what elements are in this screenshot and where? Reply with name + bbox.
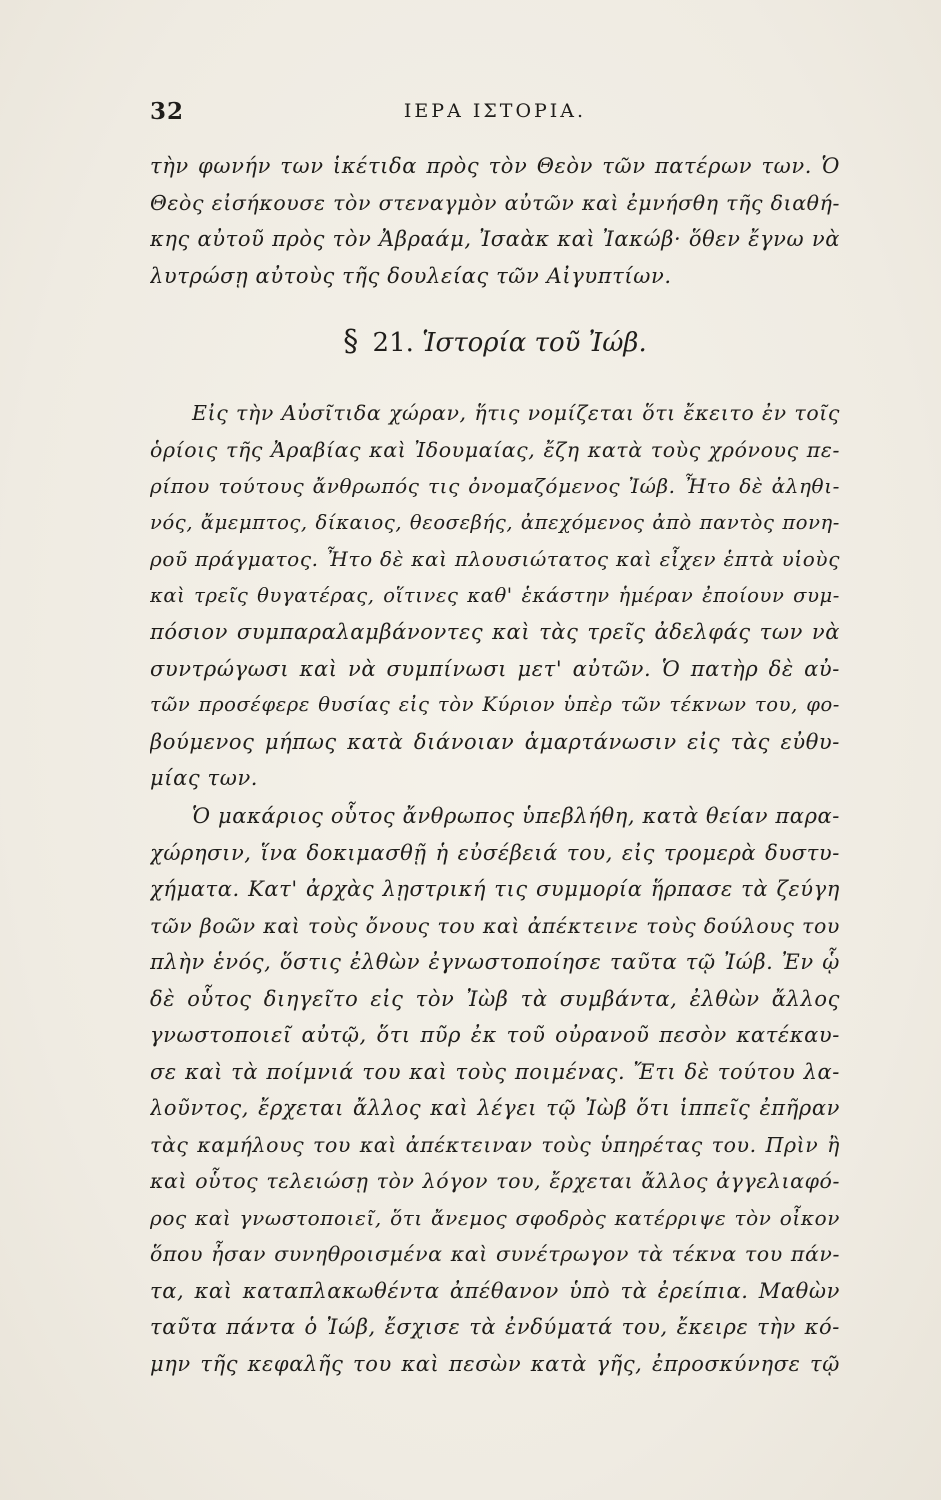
paragraph-1 [150,395,840,797]
text-line: χώρησιν, ἵνα δοκιμασθῇ ἡ εὐσέβειά του, εἰς τρομερὰ δυστυ- [150,840,840,865]
text-line: τῶν προσέφερε θυσίας εἰς τὸν Κύριον ὑπὲρ τῶν τέκνων του, φο- [150,693,840,716]
text-line: ρος καὶ γνωστοποιεῖ, ὅτι ἄνεμος σφοδρὸς κατέρριψε τὸν οἶκον [150,1205,840,1230]
text-line: σε καὶ τὰ ποίμνιά του καὶ τοὺς ποιμένας. Ἔτι δὲ τούτου λα- [150,1059,840,1084]
intro-paragraph [150,148,840,294]
text-line: πλὴν ἑνός, ὅστις ἐλθὼν ἐγνωστοποίησε ταῦτα τῷ Ἰώβ. Ἐν ᾧ [150,950,840,974]
section-sign: § [343,324,359,359]
text-line: γνωστοποιεῖ αὐτῷ, ὅτι πῦρ ἐκ τοῦ οὐρανοῦ πεσὸν κατέκαυ- [150,1023,840,1047]
text-line: καὶ τρεῖς θυγατέρας, οἵτινες καθ' ἑκάστην ἡμέραν ἐποίουν συμ- [150,583,840,607]
section-title: Ἱστορία τοῦ Ἰώβ. [422,328,647,358]
page-header [150,98,840,128]
text-line: λυτρώσῃ αὐτοὺς τῆς δουλείας τῶν Αἰγυπτίων. [150,263,672,288]
text-line: χήματα. Κατ' ἀρχὰς λῃστρική τις συμμορία ἥρπασε τὰ ζεύγη [150,877,840,901]
text-line: ὁρίοις τῆς Ἀραβίας καὶ Ἰδουμαίας, ἔζη κατὰ τοὺς χρόνους πε- [150,437,840,462]
text-line: νός, ἄμεμπτος, δίκαιος, θεοσεβής, ἀπεχόμενος ἀπὸ παντὸς πονη- [150,510,840,534]
text-line: λοῦντος, ἔρχεται ἄλλος καὶ λέγει τῷ Ἰὼβ ὅτι ἱππεῖς ἐπῆραν [150,1096,840,1120]
text-line: Εἰς τὴν Αὐσῖτιδα χώραν, ἥτις νομίζεται ὅτι ἔκειτο ἐν τοῖς [192,401,840,425]
text-line: τὰς καμήλους του καὶ ἀπέκτειναν τοὺς ὑπηρέτας του. Πρὶν ἢ [150,1132,840,1157]
section-heading [150,322,840,362]
text-line: πόσιον συμπαραλαμβάνοντες καὶ τὰς τρεῖς ἀδελφάς των νὰ [150,620,840,644]
text-line: συντρώγωσι καὶ νὰ συμπίνωσι μετ' αὐτῶν. Ὁ πατὴρ δὲ αὐ- [150,656,840,681]
text-line: ροῦ πράγματος. Ἦτο δὲ καὶ πλουσιώτατος καὶ εἶχεν ἑπτὰ υἱοὺς [150,547,840,571]
text-line: μίας των. [150,766,259,790]
page-number: 32 [150,98,185,125]
text-line: τῶν βοῶν καὶ τοὺς ὄνους του καὶ ἀπέκτεινε τοὺς δούλους του [150,913,840,938]
text-line: κης αὐτοῦ πρὸς τὸν Ἀβραάμ, Ἰσαὰκ καὶ Ἰακώβ· ὅθεν ἔγνω νὰ [150,227,840,251]
text-line: δὲ οὗτος διηγεῖτο εἰς τὸν Ἰὼβ τὰ συμβάντα, ἐλθὼν ἄλλος [150,986,840,1011]
text-line: Θεὸς εἰσήκουσε τὸν στεναγμὸν αὐτῶν καὶ ἐμνήσθη τῆς διαθή- [150,190,840,215]
text-line: ρίπου τούτους ἄνθρωπός τις ὀνομαζόμενος Ἰώβ. Ἦτο δὲ ἀληθι- [150,474,840,498]
text-line: Ὁ μακάριος οὗτος ἄνθρωπος ὑπεβλήθη, κατὰ θείαν παρα- [192,804,840,828]
text-line: ὅπου ἦσαν συνηθροισμένα καὶ συνέτρωγον τὰ τέκνα του πάν- [150,1242,840,1266]
text-line: τὴν φωνήν των ἱκέτιδα πρὸς τὸν Θεὸν τῶν πατέρων των. Ὁ [150,154,840,178]
text-line: ταῦτα πάντα ὁ Ἰώβ, ἔσχισε τὰ ἐνδύματά του, ἔκειρε τὴν κό- [150,1315,840,1339]
section-number: 21. [372,328,414,358]
text-line: τα, καὶ καταπλακωθέντα ἀπέθανον ὑπὸ τὰ ἐρείπια. Μαθὼν [150,1278,840,1303]
paragraph-2 [150,798,840,1382]
text-line: μην τῆς κεφαλῆς του καὶ πεσὼν κατὰ γῆς, ἐπροσκύνησε τῷ [150,1351,840,1376]
text-line: βούμενος μήπως κατὰ διάνοιαν ἁμαρτάνωσιν εἰς τὰς εὐθυ- [150,729,840,754]
text-line: καὶ οὗτος τελειώσῃ τὸν λόγον του, ἔρχεται ἄλλος ἀγγελιαφό- [150,1169,840,1193]
running-title: ΙΕΡΑ ΙΣΤΟΡΙΑ. [403,100,587,122]
